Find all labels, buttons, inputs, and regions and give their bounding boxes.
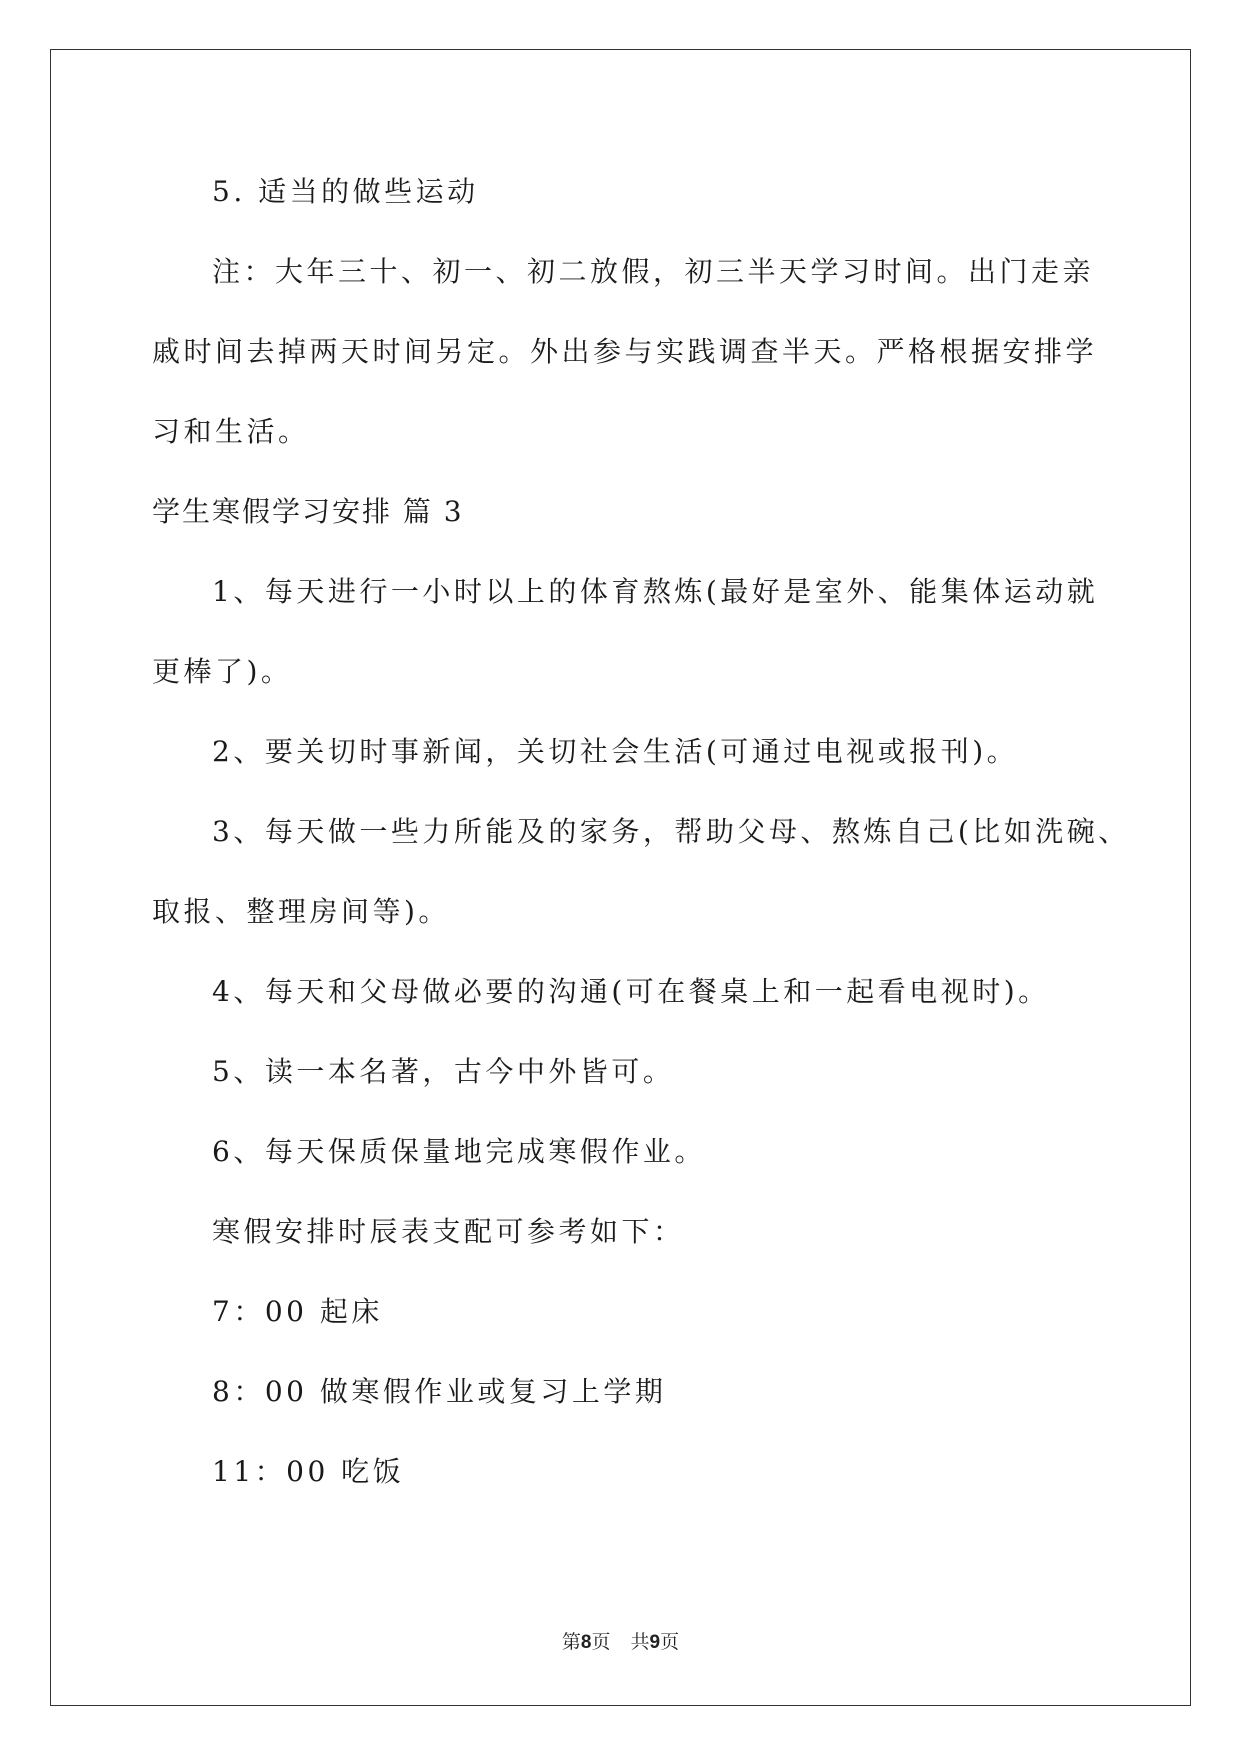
footer-page-total: 9 [649, 1632, 661, 1653]
footer-page-prefix: 第 [561, 1632, 581, 1653]
section-heading: 学生寒假学习安排 篇 3 [152, 495, 464, 528]
item-1-line-1: 1、每天进行一小时以上的体育熬炼(最好是室外、能集体运动就 [212, 575, 1099, 608]
note-paragraph-line-2: 戚时间去掉两天时间另定。外出参与实践调查半天。严格根据安排学 [152, 335, 1098, 368]
note-paragraph-line-1: 注：大年三十、初一、初二放假，初三半天学习时间。出门走亲 [212, 255, 1095, 288]
item-4: 4、每天和父母做必要的沟通(可在餐桌上和一起看电视时)。 [212, 975, 1050, 1008]
item-3-line-2: 取报、整理房间等)。 [152, 895, 450, 928]
page-footer [0, 1631, 1241, 1655]
item-3-line-1: 3、每天做一些力所能及的家务，帮助父母、熬炼自己(比如洗碗、 [212, 815, 1130, 848]
schedule-item-0700: 7：00 起床 [212, 1295, 383, 1328]
schedule-item-0800: 8：00 做寒假作业或复习上学期 [212, 1375, 667, 1408]
item-5: 5、读一本名著，古今中外皆可。 [212, 1055, 675, 1088]
schedule-item-1100: 11：00 吃饭 [212, 1455, 405, 1488]
item-6: 6、每天保质保量地完成寒假作业。 [212, 1135, 706, 1168]
item-1-line-2: 更棒了)。 [152, 655, 293, 688]
item-2: 2、要关切时事新闻，关切社会生活(可通过电视或报刊)。 [212, 735, 1019, 768]
footer-page-suffix: 页 [591, 1632, 611, 1653]
footer-total-suffix: 页 [660, 1632, 680, 1653]
footer-page-current: 8 [580, 1632, 592, 1653]
list-item-5-exercise: 5. 适当的做些运动 [212, 175, 479, 208]
footer-total-prefix: 共 [630, 1632, 650, 1653]
note-paragraph-line-3: 习和生活。 [152, 415, 310, 448]
schedule-intro: 寒假安排时辰表支配可参考如下： [212, 1215, 685, 1248]
